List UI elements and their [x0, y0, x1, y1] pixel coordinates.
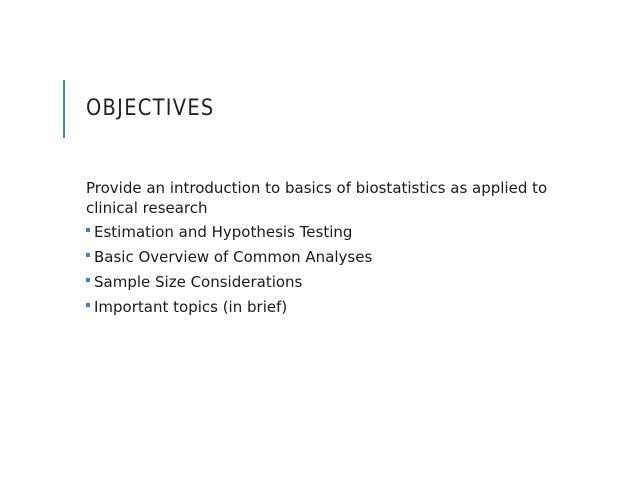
- slide-title: OBJECTIVES: [86, 96, 215, 121]
- bullet-list: [86, 222, 556, 322]
- intro-text: Provide an introduction to basics of biostatistics as applied to clinical research: [86, 179, 548, 217]
- slide-body: [86, 178, 556, 322]
- bullet-text: Important topics (in brief): [94, 298, 288, 316]
- square-bullet-icon: [86, 228, 90, 232]
- bullet-text: Basic Overview of Common Analyses: [94, 248, 373, 266]
- bullet-item: [86, 272, 556, 297]
- bullet-text: Sample Size Considerations: [94, 273, 303, 291]
- bullet-text: Estimation and Hypothesis Testing: [94, 223, 353, 241]
- square-bullet-icon: [86, 278, 90, 282]
- square-bullet-icon: [86, 303, 90, 307]
- title-accent-bar: [63, 80, 65, 138]
- bullet-item: [86, 297, 556, 322]
- bullet-item: [86, 222, 556, 247]
- bullet-item: [86, 247, 556, 272]
- square-bullet-icon: [86, 253, 90, 257]
